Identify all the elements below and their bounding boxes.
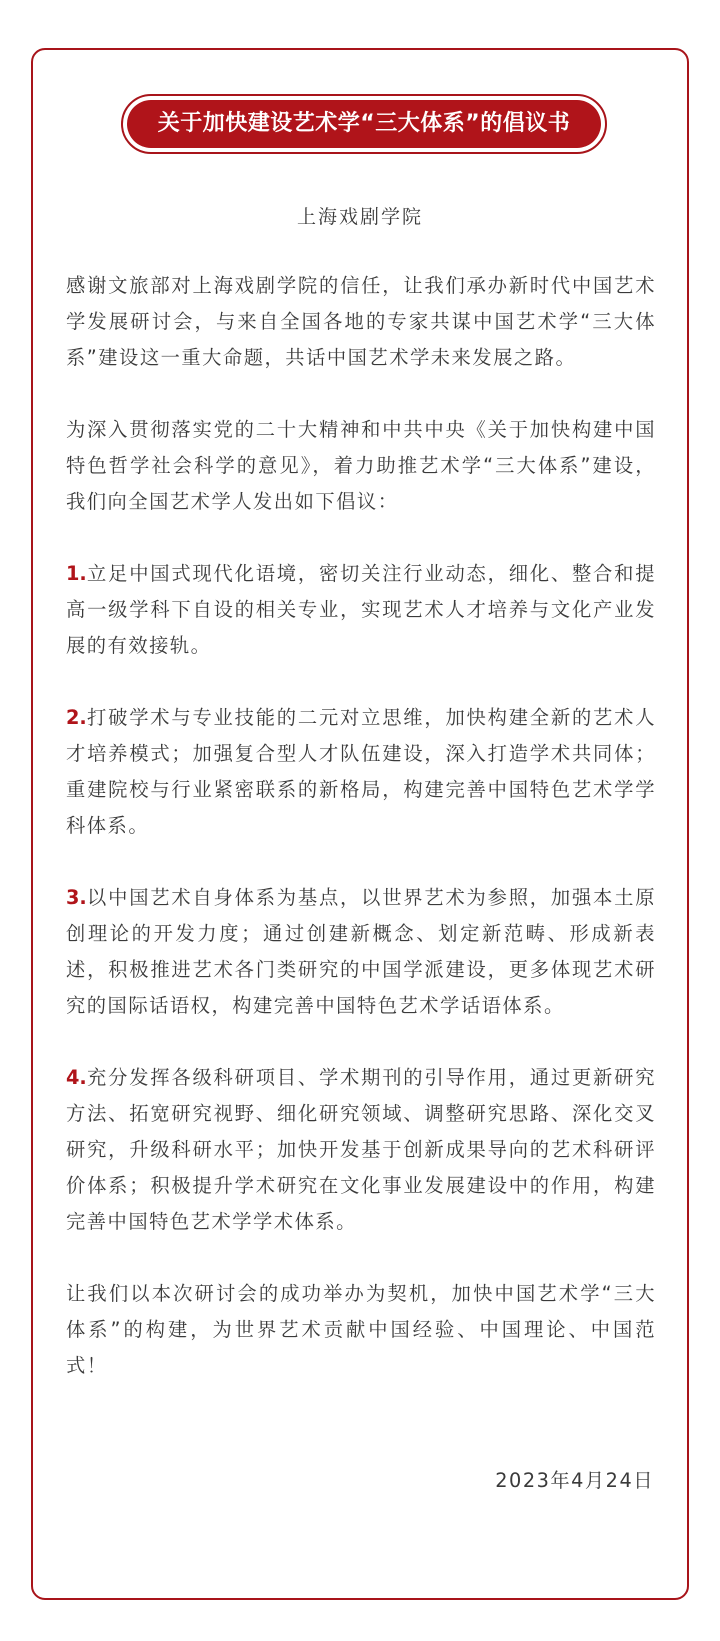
proposal-item-2 <box>66 700 656 844</box>
letter-body <box>66 268 656 1420</box>
paragraph-text: 让我们以本次研讨会的成功举办为契机，加快中国艺术学“三大体系”的构建，为世界艺术贡献中国经验、中国理论、中国范式！ <box>66 1282 656 1377</box>
paragraph-text: 充分发挥各级科研项目、学术期刊的引导作用，通过更新研究方法、拓宽研究视野、细化研究领域、调整研究思路、深化交叉研究，升级科研水平；加快开发基于创新成果导向的艺术科研评价体系；积极提升学术研究在文化事业发展建设中的作用，构建完善中国特色艺术学学术体系。 <box>66 1066 656 1233</box>
paragraph <box>66 412 656 520</box>
author-name: 上海戏剧学院 <box>296 206 423 228</box>
paragraph-number: 1. <box>66 562 87 585</box>
paragraph-text: 为深入贯彻落实党的二十大精神和中共中央《关于加快构建中国特色哲学社会科学的意见》，着力助推艺术学“三大体系”建设，我们向全国艺术学人发出如下倡议： <box>66 418 656 513</box>
proposal-item-4 <box>66 1060 656 1240</box>
proposal-item-1 <box>66 556 656 664</box>
paragraph-text: 打破学术与专业技能的二元对立思维，加快构建全新的艺术人才培养模式；加强复合型人才队伍建设，深入打造学术共同体；重建院校与行业紧密联系的新格局，构建完善中国特色艺术学学科体系。 <box>66 706 656 837</box>
paragraph-number: 3. <box>66 886 87 909</box>
paragraph <box>66 268 656 376</box>
paragraph-text: 感谢文旅部对上海戏剧学院的信任，让我们承办新时代中国艺术学发展研讨会，与来自全国各地的专家共谋中国艺术学“三大体系”建设这一重大命题，共话中国艺术学未来发展之路。 <box>66 274 656 369</box>
title-banner <box>121 94 607 154</box>
paragraph-text: 以中国艺术自身体系为基点，以世界艺术为参照，加强本土原创理论的开发力度；通过创建新概念、划定新范畴、形成新表述，积极推进艺术各门类研究的中国学派建设，更多体现艺术研究的国际话语权，构建完善中国特色艺术学话语体系。 <box>66 886 656 1017</box>
proposal-item-3 <box>66 880 656 1024</box>
paragraph-number: 4. <box>66 1066 87 1089</box>
paragraph-text: 立足中国式现代化语境，密切关注行业动态，细化、整合和提高一级学科下自设的相关专业，实现艺术人才培养与文化产业发展的有效接轨。 <box>66 562 656 657</box>
paragraph-number: 2. <box>66 706 87 729</box>
page-title: 关于加快建设艺术学“三大体系”的倡议书 <box>127 100 601 148</box>
signature-date: 2023年4月24日 <box>495 1469 654 1492</box>
closing-paragraph <box>66 1276 656 1384</box>
